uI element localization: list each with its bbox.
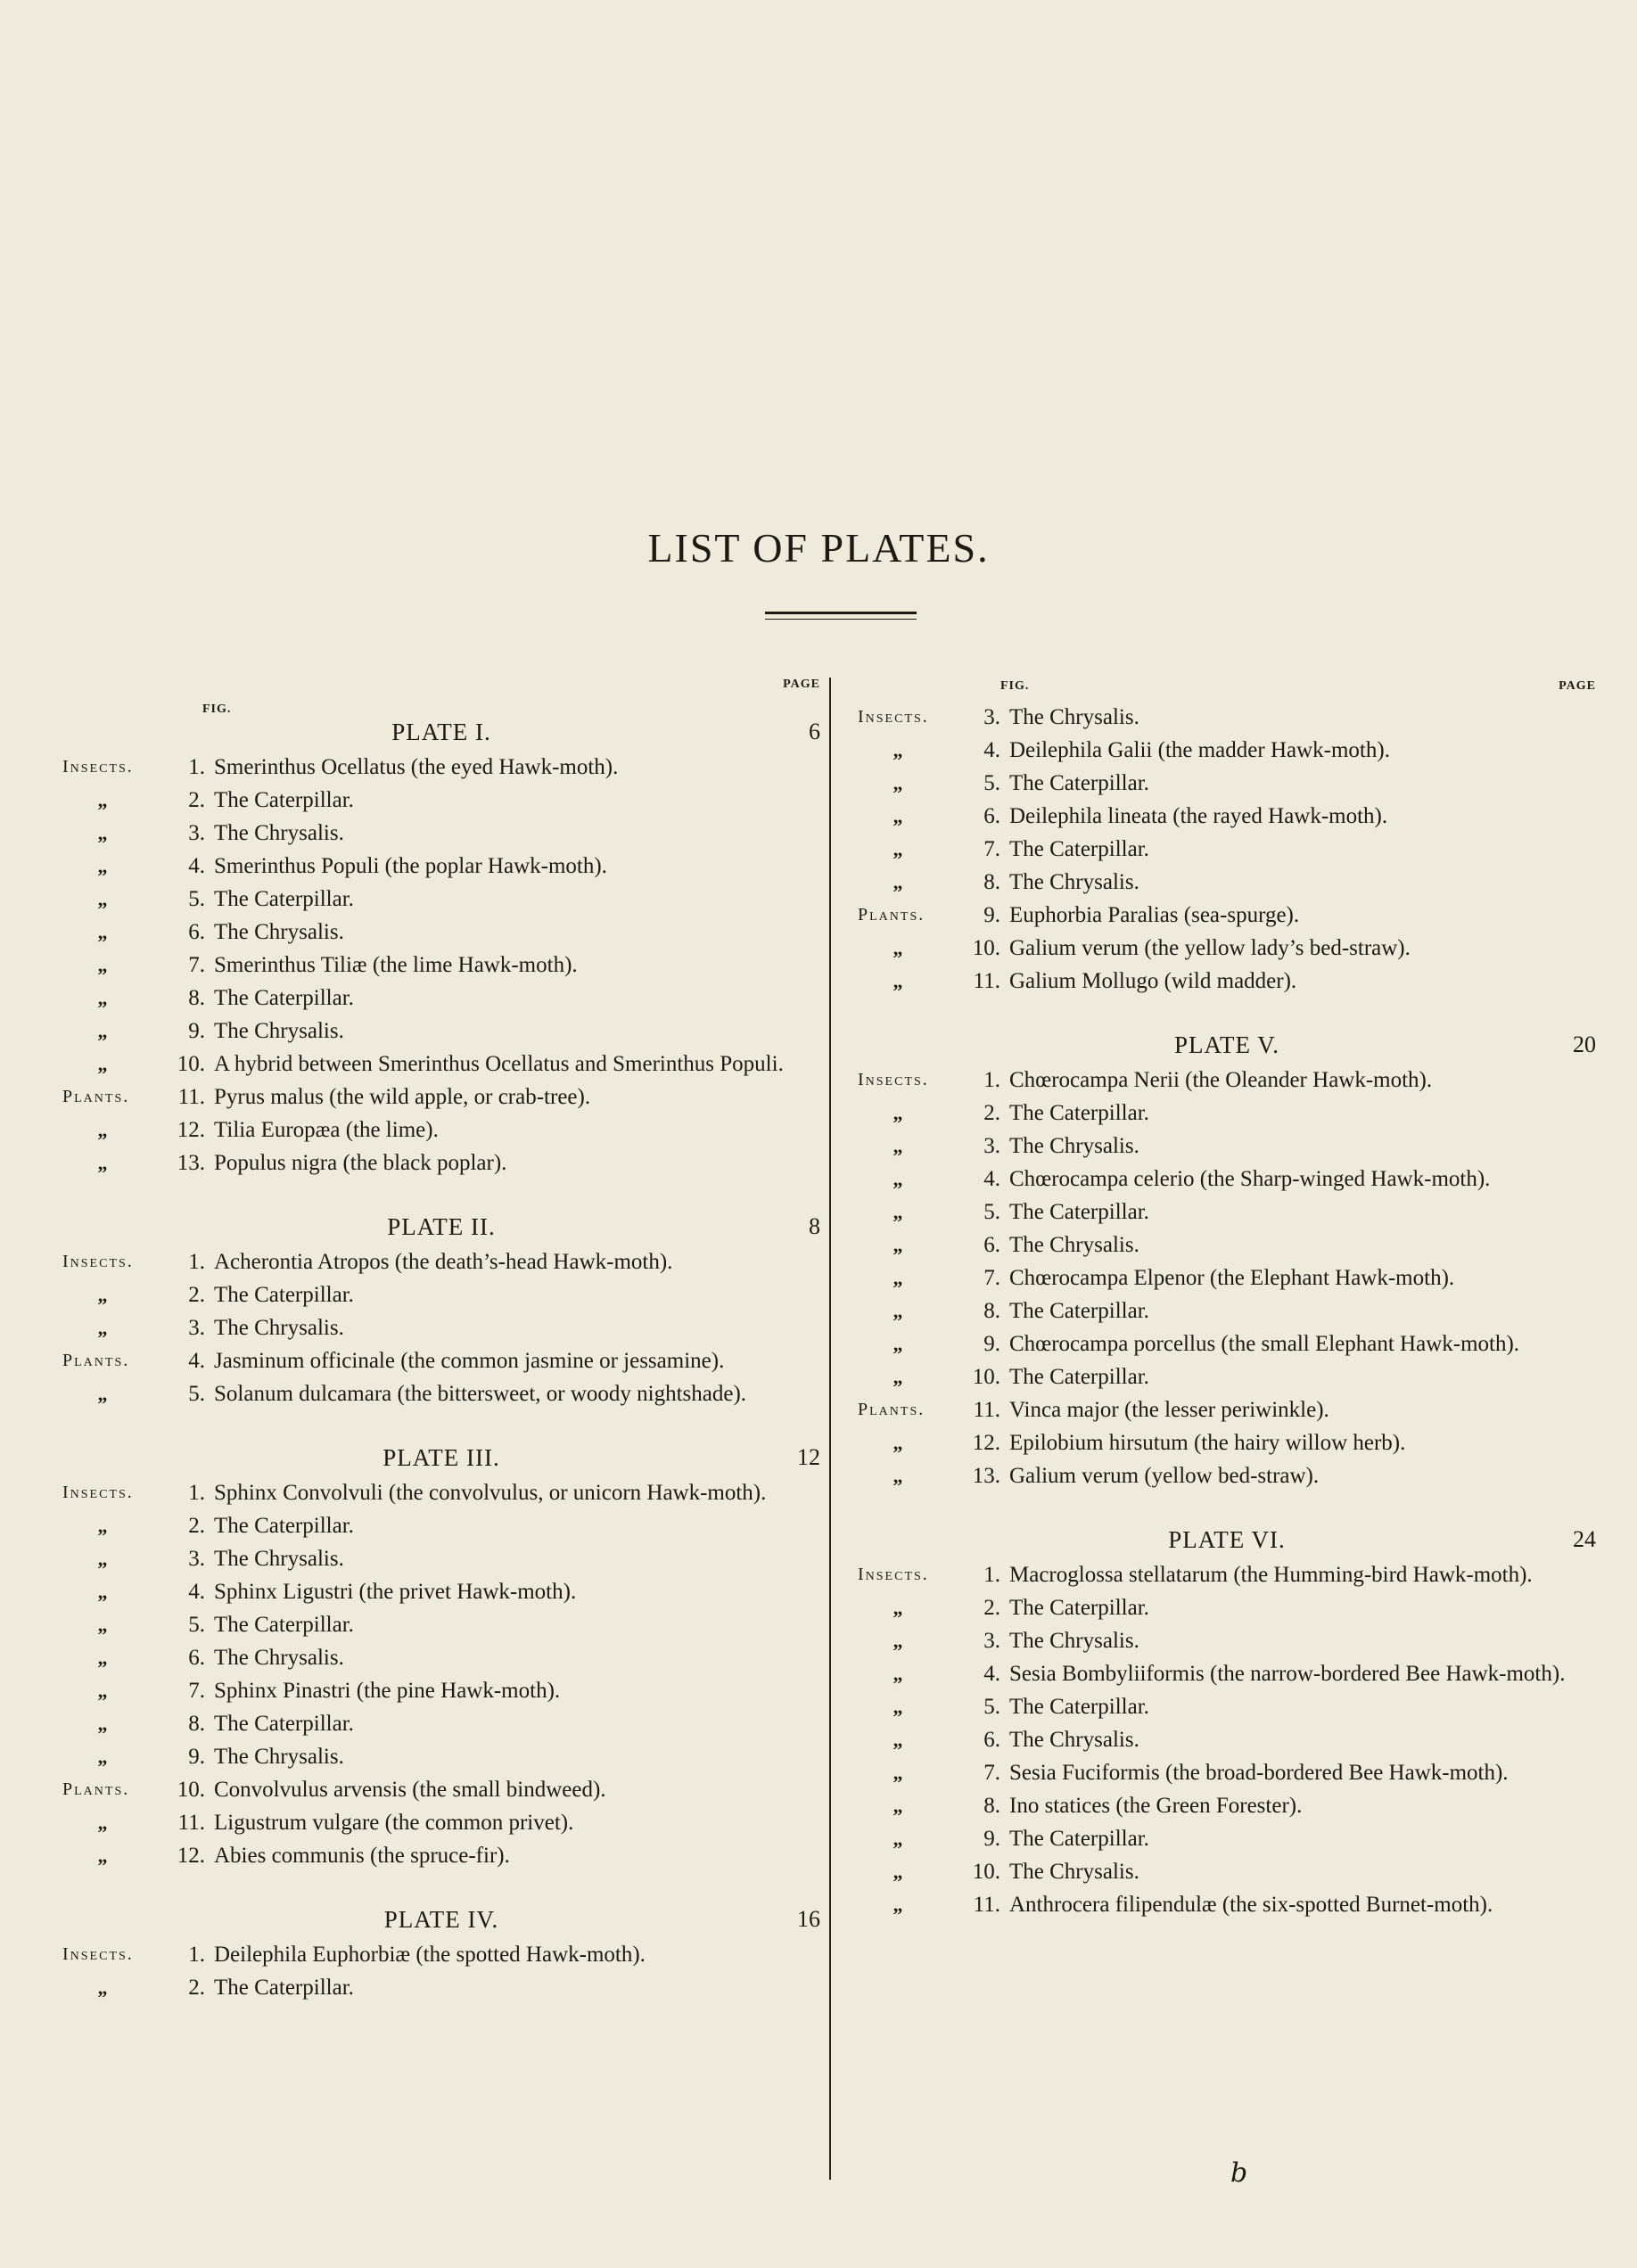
plate-entry	[62, 1311, 820, 1344]
figure-description: The Caterpillar.	[214, 1514, 354, 1538]
ditto-mark: „	[97, 1284, 108, 1306]
ditto-mark: „	[893, 1168, 903, 1190]
figure-description: Galium verum (the yellow lady’s bed-straw).	[1009, 936, 1411, 960]
ditto-mark: „	[893, 1630, 903, 1652]
figure-description: The Caterpillar.	[214, 1976, 354, 2000]
figure-description: The Chrysalis.	[1009, 1233, 1139, 1257]
ditto-mark: „	[893, 1861, 903, 1883]
figure-number: 3.	[188, 1316, 205, 1340]
figure-description: Ligustrum vulgare (the common privet).	[214, 1811, 574, 1835]
figure-description: Deilephila lineata (the rayed Hawk-moth).	[1009, 804, 1388, 828]
page-label: PAGE	[1559, 679, 1596, 693]
ditto-mark: „	[893, 1828, 903, 1850]
figure-number: 5.	[188, 887, 205, 911]
plate-entry	[858, 932, 1596, 965]
plate-entry	[62, 1278, 820, 1311]
title-rule	[765, 612, 917, 614]
figure-description: Populus nigra (the black poplar).	[214, 1151, 507, 1175]
ditto-mark: „	[97, 1317, 108, 1339]
ditto-mark: „	[893, 1267, 903, 1289]
category-label: Plants.	[62, 1087, 130, 1106]
figure-number: 9.	[983, 1827, 1000, 1851]
plate-heading	[62, 1906, 820, 1938]
figure-description: The Chrysalis.	[214, 920, 344, 944]
figure-number: 1.	[188, 1481, 205, 1505]
plate-entry	[858, 866, 1596, 899]
ditto-mark: „	[893, 970, 903, 992]
category-label: Insects.	[62, 1252, 134, 1271]
figure-description: The Caterpillar.	[214, 788, 354, 812]
figure-description: Chœrocampa Elpenor (the Elephant Hawk-moth).	[1009, 1266, 1455, 1290]
plate-entry	[858, 1723, 1596, 1756]
figure-description: The Chrysalis.	[1009, 705, 1139, 729]
figure-number: 6.	[983, 1233, 1000, 1257]
ditto-mark: „	[893, 937, 903, 959]
ditto-mark: „	[97, 888, 108, 910]
figure-description: Sphinx Ligustri (the privet Hawk-moth).	[214, 1580, 577, 1604]
figure-number: 10.	[177, 1778, 205, 1802]
figure-description: Smerinthus Populi (the poplar Hawk-moth).	[214, 854, 607, 878]
figure-description: Sphinx Convolvuli (the convolvulus, or unicorn Hawk-moth).	[214, 1481, 767, 1505]
plate-entry	[62, 1674, 820, 1707]
ditto-mark: „	[97, 1548, 108, 1570]
figure-description: Smerinthus Ocellatus (the eyed Hawk-moth).	[214, 755, 619, 779]
figure-description: The Caterpillar.	[214, 986, 354, 1010]
figure-number: 2.	[188, 1976, 205, 2000]
ditto-mark: „	[97, 1020, 108, 1042]
figure-number: 3.	[983, 1134, 1000, 1158]
plate-entry	[858, 1558, 1596, 1591]
figure-description: Vinca major (the lesser periwinkle).	[1009, 1398, 1329, 1422]
ditto-mark: „	[97, 1152, 108, 1174]
plate-entry	[858, 701, 1596, 734]
figure-description: The Chrysalis.	[214, 1019, 344, 1043]
figure-description: The Caterpillar.	[1009, 771, 1149, 795]
figure-number: 10.	[972, 1365, 1000, 1389]
ditto-mark: „	[97, 987, 108, 1009]
plate-entry	[62, 1377, 820, 1410]
figure-number: 9.	[983, 1332, 1000, 1356]
ditto-mark: „	[97, 1976, 108, 1999]
plate-entry	[858, 767, 1596, 800]
figure-number: 8.	[983, 1794, 1000, 1818]
figure-description: Sesia Fuciformis (the broad-bordered Bee Hawk-moth).	[1009, 1761, 1509, 1785]
plate-entry	[858, 965, 1596, 998]
figure-number: 4.	[983, 1167, 1000, 1191]
figure-description: Jasminum officinale (the common jasmine or jessamine).	[214, 1349, 725, 1373]
plate-entry	[62, 1773, 820, 1806]
figure-number: 4.	[188, 1349, 205, 1373]
figure-number: 13.	[972, 1464, 1000, 1488]
figure-number: 7.	[983, 1266, 1000, 1290]
figure-number: 9.	[983, 903, 1000, 927]
figure-description: Solanum dulcamara (the bittersweet, or woody nightshade).	[214, 1382, 747, 1406]
figure-number: 11.	[973, 969, 1000, 993]
category-label: Insects.	[62, 1483, 134, 1502]
plate-entry	[858, 1064, 1596, 1097]
plate-entry	[858, 1097, 1596, 1130]
ditto-mark: „	[893, 772, 903, 794]
plate-entry	[62, 1245, 820, 1278]
ditto-mark: „	[893, 1366, 903, 1388]
column-labels	[858, 679, 1596, 701]
figure-description: The Chrysalis.	[214, 1745, 344, 1769]
plate-entry	[858, 1393, 1596, 1426]
figure-number: 1.	[188, 755, 205, 779]
figure-number: 2.	[188, 788, 205, 812]
figure-description: The Caterpillar.	[1009, 1827, 1149, 1851]
figure-number: 6.	[983, 804, 1000, 828]
plate-entry	[62, 850, 820, 883]
plate-entry	[62, 1575, 820, 1608]
title-rule-thin	[765, 619, 917, 620]
plate-entry	[62, 1608, 820, 1641]
fig-label: FIG.	[1000, 679, 1030, 693]
plate-entry	[62, 817, 820, 850]
page-title: LIST OF PLATES.	[647, 525, 990, 571]
plate-entry	[858, 899, 1596, 932]
figure-number: 7.	[188, 1679, 205, 1703]
figure-description: The Chrysalis.	[1009, 1728, 1139, 1752]
figure-number: 10.	[177, 1052, 205, 1076]
plate-entry	[62, 1015, 820, 1048]
figure-number: 9.	[188, 1745, 205, 1769]
plate-entry	[858, 1624, 1596, 1657]
figure-description: Galium Mollugo (wild madder).	[1009, 969, 1297, 993]
right-column	[858, 679, 1596, 1921]
ditto-mark: „	[97, 1581, 108, 1603]
plate-entry	[62, 883, 820, 916]
ditto-mark: „	[893, 871, 903, 893]
ditto-mark: „	[97, 1053, 108, 1075]
plate-entry	[858, 1855, 1596, 1888]
plate-entry	[858, 1163, 1596, 1196]
figure-number: 11.	[973, 1398, 1000, 1422]
column-labels	[62, 678, 820, 716]
ditto-mark: „	[893, 1432, 903, 1454]
figure-description: The Chrysalis.	[214, 821, 344, 845]
ditto-mark: „	[893, 1597, 903, 1619]
figure-number: 6.	[188, 920, 205, 944]
figure-description: The Caterpillar.	[1009, 1596, 1149, 1620]
figure-number: 6.	[983, 1728, 1000, 1752]
plate-heading	[62, 1213, 820, 1245]
plate-entry	[858, 1228, 1596, 1261]
plate-page-number: 20	[1573, 1031, 1596, 1057]
ditto-mark: „	[893, 1333, 903, 1355]
category-label: Insects.	[62, 757, 134, 777]
figure-description: Deilephila Euphorbiæ (the spotted Hawk-moth).	[214, 1943, 646, 1967]
figure-description: The Caterpillar.	[214, 1613, 354, 1637]
ditto-mark: „	[893, 1465, 903, 1487]
plate-page-number: 16	[797, 1906, 820, 1932]
plate-entry	[62, 1641, 820, 1674]
ditto-mark: „	[97, 1680, 108, 1702]
figure-number: 2.	[188, 1283, 205, 1307]
ditto-mark: „	[97, 954, 108, 976]
figure-description: The Chrysalis.	[1009, 870, 1139, 894]
figure-number: 12.	[972, 1431, 1000, 1455]
plate-entry	[62, 1740, 820, 1773]
figure-number: 10.	[972, 936, 1000, 960]
ditto-mark: „	[893, 1729, 903, 1751]
figure-description: Deilephila Galii (the madder Hawk-moth).	[1009, 738, 1390, 762]
figure-number: 1.	[188, 1943, 205, 1967]
plate-entry	[858, 1591, 1596, 1624]
plate-page-number: 24	[1573, 1526, 1596, 1552]
plate-page-number: 6	[809, 719, 820, 744]
figure-number: 12.	[177, 1844, 205, 1868]
figure-description: Sesia Bombyliiformis (the narrow-bordered Bee Hawk-moth).	[1009, 1662, 1566, 1686]
figure-description: The Chrysalis.	[1009, 1629, 1139, 1653]
figure-number: 11.	[177, 1085, 205, 1109]
figure-number: 8.	[188, 1712, 205, 1736]
plate-entry	[858, 800, 1596, 833]
figure-number: 4.	[188, 1580, 205, 1604]
figure-description: Chœrocampa celerio (the Sharp-winged Hawk-moth).	[1009, 1167, 1491, 1191]
figure-number: 7.	[188, 953, 205, 977]
figure-number: 5.	[188, 1613, 205, 1637]
figure-description: A hybrid between Smerinthus Ocellatus and Smerinthus Populi.	[214, 1052, 784, 1076]
figure-description: The Caterpillar.	[214, 1283, 354, 1307]
figure-description: Galium verum (yellow bed-straw).	[1009, 1464, 1320, 1488]
plate-entry	[62, 1938, 820, 1971]
figure-number: 1.	[188, 1250, 205, 1274]
figure-description: The Caterpillar.	[1009, 1101, 1149, 1125]
category-label: Insects.	[858, 1070, 929, 1089]
plate-entry	[858, 833, 1596, 866]
plate-entry	[62, 1048, 820, 1081]
plate-entry	[62, 751, 820, 784]
figure-description: The Caterpillar.	[1009, 837, 1149, 861]
category-label: Insects.	[858, 1565, 929, 1584]
figure-description: Tilia Europæa (the lime).	[214, 1118, 439, 1142]
figure-description: Abies communis (the spruce-fir).	[214, 1844, 510, 1868]
plate-heading	[858, 1526, 1596, 1558]
ditto-mark: „	[97, 1713, 108, 1735]
plate-entry	[62, 784, 820, 817]
plate-entry	[62, 1839, 820, 1872]
plate-heading	[62, 719, 820, 751]
ditto-mark: „	[893, 1201, 903, 1223]
figure-description: Smerinthus Tiliæ (the lime Hawk-moth).	[214, 953, 578, 977]
figure-number: 9.	[188, 1019, 205, 1043]
category-label: Insects.	[858, 707, 929, 727]
figure-number: 8.	[983, 1299, 1000, 1323]
figure-number: 1.	[983, 1068, 1000, 1092]
figure-description: The Chrysalis.	[1009, 1134, 1139, 1158]
category-label: Plants.	[858, 905, 925, 924]
plate-heading	[858, 1031, 1596, 1064]
figure-number: 3.	[188, 1547, 205, 1571]
ditto-mark: „	[893, 1234, 903, 1256]
ditto-mark: „	[97, 1119, 108, 1141]
figure-description: The Caterpillar.	[1009, 1695, 1149, 1719]
ditto-mark: „	[893, 838, 903, 860]
plate-title: PLATE V.	[1173, 1031, 1280, 1058]
ditto-mark: „	[97, 1812, 108, 1834]
plate-entry	[858, 734, 1596, 767]
category-label: Insects.	[62, 1944, 134, 1964]
figure-description: The Caterpillar.	[214, 1712, 354, 1736]
plate-entry	[62, 1113, 820, 1146]
figure-description: The Chrysalis.	[1009, 1860, 1139, 1884]
figure-description: The Caterpillar.	[1009, 1365, 1149, 1389]
figure-number: 2.	[983, 1596, 1000, 1620]
plate-entry	[858, 1888, 1596, 1921]
figure-description: Euphorbia Paralias (sea-spurge).	[1009, 903, 1300, 927]
plate-page-number: 12	[797, 1444, 820, 1470]
ditto-mark: „	[97, 1614, 108, 1636]
figure-description: Pyrus malus (the wild apple, or crab-tree).	[214, 1085, 591, 1109]
plate-entry	[858, 1261, 1596, 1294]
figure-description: Epilobium hirsutum (the hairy willow herb).	[1009, 1431, 1406, 1455]
figure-number: 5.	[188, 1382, 205, 1406]
ditto-mark: „	[893, 1135, 903, 1157]
figure-number: 11.	[973, 1893, 1000, 1917]
figure-number: 4.	[188, 854, 205, 878]
plate-entry	[858, 1657, 1596, 1690]
plate-entry	[62, 1476, 820, 1509]
plate-title: PLATE I.	[391, 719, 491, 745]
column-divider	[829, 678, 831, 2180]
figure-description: Acherontia Atropos (the death’s-head Hawk-moth).	[214, 1250, 673, 1274]
figure-description: Chœrocampa Nerii (the Oleander Hawk-moth).	[1009, 1068, 1433, 1092]
figure-number: 11.	[177, 1811, 205, 1835]
plate-entry	[858, 1459, 1596, 1492]
plate-entry	[858, 1822, 1596, 1855]
figure-description: The Caterpillar.	[214, 887, 354, 911]
ditto-mark: „	[97, 1746, 108, 1768]
plate-entry	[62, 1707, 820, 1740]
figure-number: 8.	[188, 986, 205, 1010]
ditto-mark: „	[97, 1647, 108, 1669]
figure-number: 13.	[177, 1151, 205, 1175]
plate-entry	[858, 1294, 1596, 1327]
plate-title: PLATE IV.	[383, 1906, 499, 1933]
figure-description: The Caterpillar.	[1009, 1299, 1149, 1323]
ditto-mark: „	[893, 1894, 903, 1916]
category-label: Plants.	[62, 1779, 130, 1799]
figure-description: Sphinx Pinastri (the pine Hawk-moth).	[214, 1679, 561, 1703]
plate-entry	[62, 1971, 820, 2004]
ditto-mark: „	[893, 1663, 903, 1685]
ditto-mark: „	[893, 1762, 903, 1784]
figure-description: The Chrysalis.	[214, 1316, 344, 1340]
plate-entry	[858, 1196, 1596, 1228]
plate-entry	[858, 1426, 1596, 1459]
left-column	[62, 678, 820, 2004]
ditto-mark: „	[97, 1515, 108, 1537]
ditto-mark: „	[893, 1102, 903, 1124]
plate-title: PLATE III.	[383, 1444, 500, 1471]
figure-number: 5.	[983, 771, 1000, 795]
plate-entry	[858, 1360, 1596, 1393]
ditto-mark: „	[97, 921, 108, 943]
fig-label: FIG.	[202, 703, 232, 716]
figure-number: 6.	[188, 1646, 205, 1670]
figure-number: 1.	[983, 1563, 1000, 1587]
plate-entry	[858, 1789, 1596, 1822]
ditto-mark: „	[893, 1300, 903, 1322]
figure-description: Anthrocera filipendulæ (the six-spotted Burnet-moth).	[1009, 1893, 1493, 1917]
ditto-mark: „	[893, 805, 903, 827]
plate-entry	[62, 1542, 820, 1575]
ditto-mark: „	[893, 1696, 903, 1718]
plate-entry	[858, 1130, 1596, 1163]
figure-number: 2.	[188, 1514, 205, 1538]
figure-description: Convolvulus arvensis (the small bindweed).	[214, 1778, 606, 1802]
ditto-mark: „	[97, 1383, 108, 1405]
ditto-mark: „	[893, 739, 903, 761]
figure-description: Macroglossa stellatarum (the Humming-bird Hawk-moth).	[1009, 1563, 1533, 1587]
figure-number: 12.	[177, 1118, 205, 1142]
ditto-mark: „	[97, 855, 108, 877]
plate-entry	[858, 1327, 1596, 1360]
figure-number: 5.	[983, 1695, 1000, 1719]
figure-number: 3.	[983, 705, 1000, 729]
plate-entry	[62, 1146, 820, 1179]
plate-entry	[858, 1690, 1596, 1723]
figure-number: 4.	[983, 1662, 1000, 1686]
plate-entry	[62, 1081, 820, 1113]
figure-number: 3.	[188, 821, 205, 845]
plate-title: PLATE VI.	[1168, 1526, 1286, 1553]
figure-description: The Caterpillar.	[1009, 1200, 1149, 1224]
figure-description: Ino statices (the Green Forester).	[1009, 1794, 1303, 1818]
figure-description: Chœrocampa porcellus (the small Elephant Hawk-moth).	[1009, 1332, 1520, 1356]
category-label: Plants.	[62, 1351, 130, 1370]
figure-number: 7.	[983, 1761, 1000, 1785]
plate-page-number: 8	[809, 1213, 820, 1239]
page-folio: b	[1230, 2157, 1248, 2189]
plate-entry	[62, 916, 820, 949]
plate-entry	[858, 1756, 1596, 1789]
plate-entry	[62, 1344, 820, 1377]
plate-entry	[62, 949, 820, 982]
page-label: PAGE	[783, 678, 820, 691]
plate-entry	[62, 1509, 820, 1542]
ditto-mark: „	[97, 822, 108, 844]
ditto-mark: „	[97, 1845, 108, 1867]
plate-title: PLATE II.	[387, 1213, 496, 1240]
plate-heading	[62, 1444, 820, 1476]
figure-number: 7.	[983, 837, 1000, 861]
figure-number: 10.	[972, 1860, 1000, 1884]
figure-number: 8.	[983, 870, 1000, 894]
figure-description: The Chrysalis.	[214, 1547, 344, 1571]
figure-number: 2.	[983, 1101, 1000, 1125]
ditto-mark: „	[97, 789, 108, 811]
figure-number: 3.	[983, 1629, 1000, 1653]
figure-number: 4.	[983, 738, 1000, 762]
category-label: Plants.	[858, 1400, 925, 1419]
ditto-mark: „	[893, 1795, 903, 1817]
figure-number: 5.	[983, 1200, 1000, 1224]
plate-entry	[62, 982, 820, 1015]
figure-description: The Chrysalis.	[214, 1646, 344, 1670]
plate-entry	[62, 1806, 820, 1839]
